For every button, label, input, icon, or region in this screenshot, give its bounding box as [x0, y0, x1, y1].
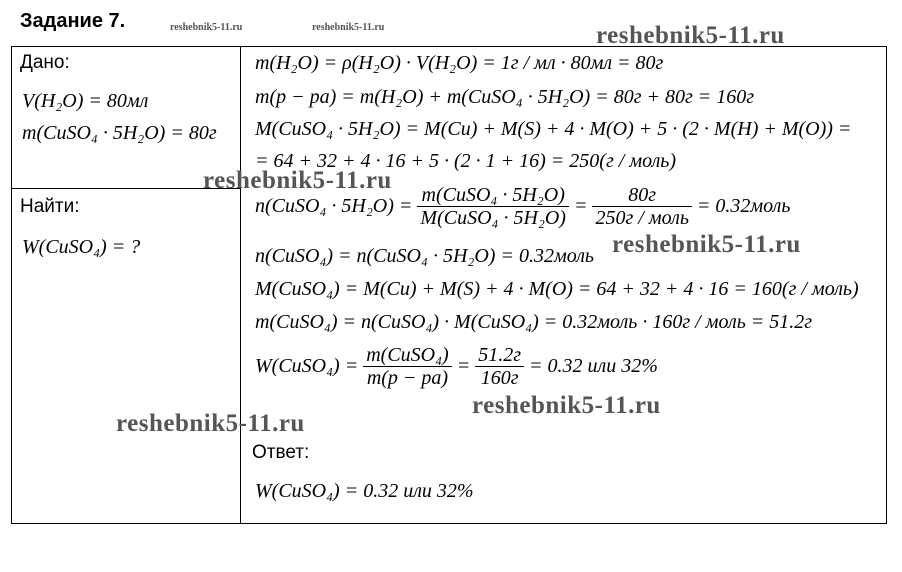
- solution-line-3: M(CuSO₄ · 5H₂O) = M(Cu) + M(S) + 4 · M(O) + 5 · (2 · M(H) + M(O)) =: [255, 118, 852, 140]
- watermark: reshebnik5-11.ru: [203, 167, 392, 194]
- solution-line-2: m(р − ра) = m(H₂O) + m(CuSO₄ · 5H₂O) = 80г + 80г = 160г: [255, 86, 755, 108]
- answer-value: W(CuSO₄) = 0.32 или 32%: [255, 480, 474, 502]
- given-mass: m(CuSO₄ · 5H₂O) = 80г: [22, 122, 217, 144]
- fraction-molar: [417, 184, 569, 229]
- given-label: Дано:: [20, 52, 70, 73]
- watermark: reshebnik5-11.ru: [472, 392, 661, 419]
- equation-result: = 0.32моль: [696, 195, 791, 217]
- solution-line-4: = 64 + 32 + 4 · 16 + 5 · (2 · 1 + 16) = 250(г / моль): [255, 150, 677, 172]
- solution-line-1: m(H₂O) = ρ(H₂O) · V(H₂O) = 1г / мл · 80мл = 80г: [255, 52, 664, 74]
- solution-line-8: m(CuSO₄) = n(CuSO₄) · M(CuSO₄) = 0.32моль · 160г / моль = 51.2г: [255, 311, 813, 333]
- watermark: reshebnik5-11.ru: [596, 22, 785, 49]
- fraction-numerator: m(CuSO₄): [363, 344, 452, 367]
- fraction-values: [592, 184, 691, 229]
- fraction-mass-ratio: [363, 344, 452, 389]
- solution-line-9: [255, 344, 658, 389]
- solution-line-6: n(CuSO₄) = n(CuSO₄ · 5H₂O) = 0.32моль: [255, 245, 595, 267]
- table-left-border: [11, 46, 12, 524]
- fraction-numerator: m(CuSO₄ · 5H₂O): [417, 184, 569, 207]
- solution-line-7: M(CuSO₄) = M(Cu) + M(S) + 4 · M(O) = 64 + 32 + 4 · 16 = 160(г / моль): [255, 278, 859, 300]
- equals-sign: =: [456, 355, 471, 377]
- fraction-numerator: 80г: [592, 184, 691, 207]
- equation-lhs: W(CuSO₄) =: [255, 355, 359, 377]
- table-right-border: [886, 46, 887, 524]
- fraction-values: [475, 344, 524, 389]
- equation-result: = 0.32 или 32%: [529, 355, 658, 377]
- equation-lhs: n(CuSO₄ · 5H₂O) =: [255, 195, 413, 217]
- find-label: Найти:: [20, 196, 80, 217]
- fraction-numerator: 51.2г: [475, 344, 524, 367]
- table-bottom-border: [11, 523, 887, 524]
- find-target: W(CuSO₄) = ?: [22, 236, 141, 258]
- fraction-denominator: 160г: [480, 367, 519, 389]
- given-volume: V(H₂O) = 80мл: [22, 90, 149, 112]
- fraction-denominator: 250г / моль: [595, 207, 689, 229]
- answer-label: Ответ:: [252, 442, 310, 463]
- table-divider: [240, 46, 241, 524]
- watermark: reshebnik5-11.ru: [116, 410, 305, 437]
- small-watermark: reshebnik5-11.ru: [312, 22, 385, 33]
- fraction-denominator: M(CuSO₄ · 5H₂O): [420, 207, 566, 229]
- watermark: reshebnik5-11.ru: [612, 231, 801, 258]
- equals-sign: =: [573, 195, 588, 217]
- fraction-denominator: m(р − ра): [366, 367, 449, 389]
- small-watermark: reshebnik5-11.ru: [170, 22, 243, 33]
- task-title: Задание 7.: [20, 10, 126, 32]
